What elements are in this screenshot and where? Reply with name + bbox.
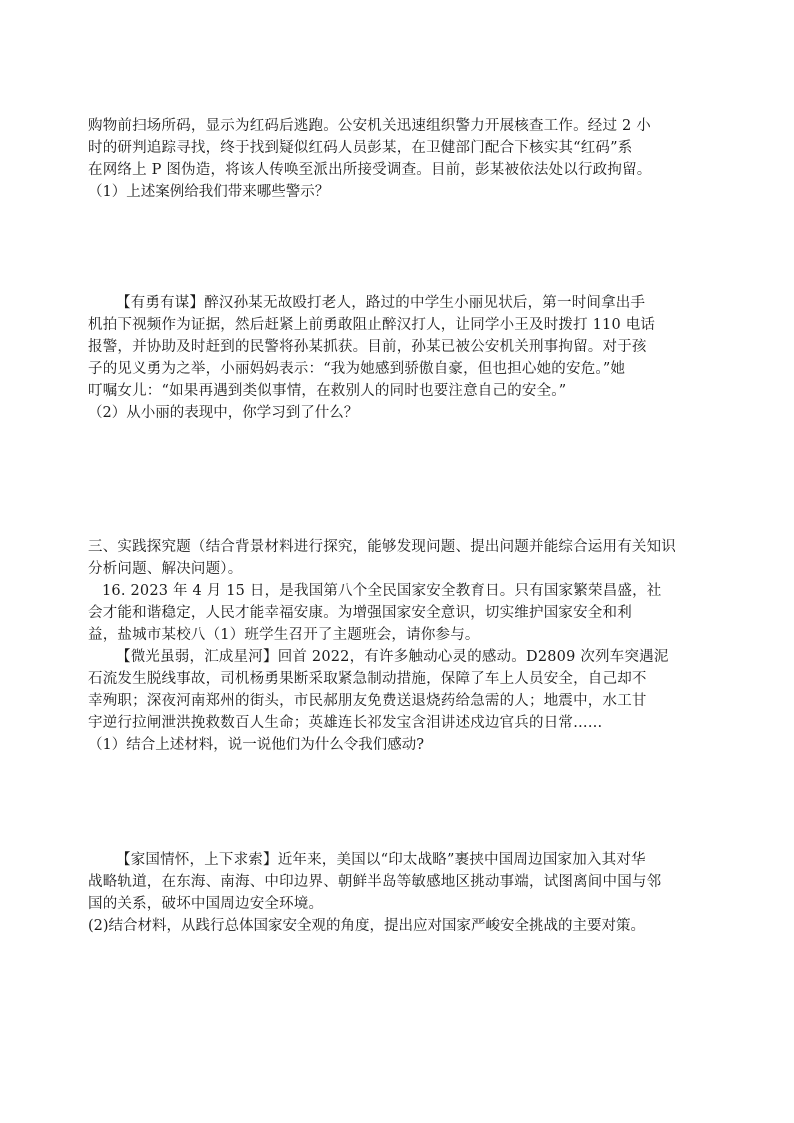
- paragraph-line: 【有勇有谋】醉汉孙某无故殴打老人，路过的中学生小丽见状后，第一时间拿出手: [116, 295, 646, 311]
- paragraph-line: 叮嘱女儿：“如果再遇到类似事情，在救别人的同时也要注意自己的安全。”: [88, 383, 567, 399]
- paragraph-line: 机拍下视频作为证据，然后赶紧上前勇敢阻止醉汉打人，让同学小王及时拨打 110 电话: [88, 317, 656, 333]
- case1-block: [88, 115, 708, 203]
- paragraph-line: 在网络上 P 图伪造，将该人传唤至派出所接受调查。目前，彭某被依法处以行政拘留。: [88, 162, 652, 178]
- paragraph-line: 报警，并协助及时赶到的民警将孙某抓获。目前，孙某已被公安机关刑事拘留。对于孩: [88, 339, 647, 355]
- paragraph-line: 【微光虽弱，汇成星河】回首 2022，有许多触动心灵的感动。D2809 次列车突遇泥: [116, 649, 669, 665]
- paragraph-line: 子的见义勇为之举，小丽妈妈表示：“我为她感到骄傲自豪，但也担心她的安危。”她: [88, 361, 626, 377]
- paragraph-line: 时的研判追踪寻找，终于找到疑似红码人员彭某，在卫健部门配合下核实其“红码”系: [88, 140, 633, 156]
- question-2: （2）从小丽的表现中，你学习到了什么？: [88, 405, 359, 421]
- paragraph-line: 幸殉职；深夜河南郑州的街头，市民郝朋友免费送退烧药给急需的人；地震中，水工甘: [88, 693, 647, 709]
- section-heading: 三、实践探究题（结合背景材料进行探究，能够发现问题、提出问题并能综合运用有关知识: [88, 539, 676, 555]
- paragraph-line: 宇逆行拉闸泄洪挽救数百人生命；英雄连长祁发宝含泪讲述戍边官兵的日常……: [88, 715, 603, 731]
- section-heading-cont: 分析问题、解决问题）。: [88, 561, 243, 577]
- paragraph-line: 16. 2023 年 4 月 15 日，是我国第八个全民国家安全教育日。只有国家繁荣昌盛，社: [102, 583, 662, 599]
- case2-block: [88, 292, 708, 424]
- paragraph-line: 益，盐城市某校八（1）班学生召开了主题班会，请你参与。: [88, 627, 480, 643]
- question-1: （1）上述案例给我们带来哪些警示？: [88, 184, 330, 200]
- section4-block: [88, 849, 708, 937]
- section3-block: [88, 536, 708, 756]
- question-3-1: （1）结合上述材料，说一说他们为什么令我们感动?: [88, 737, 424, 753]
- question-3-2: (2)结合材料，从践行总体国家安全观的角度，提出应对国家严峻安全挑战的主要对策。: [88, 918, 646, 934]
- paragraph-line: 【家国情怀，上下求索】近年来，美国以“印太战略”裹挟中国周边国家加入其对华: [116, 852, 646, 868]
- paragraph-line: 会才能和谐稳定，人民才能幸福安康。为增强国家安全意识，切实维护国家安全和利: [88, 605, 632, 621]
- paragraph-line: 购物前扫场所码，显示为红码后逃跑。公安机关迅速组织警力开展核查工作。经过 2 小: [88, 118, 651, 134]
- paragraph-line: 国的关系，破坏中国周边安全环境。: [88, 896, 324, 912]
- paragraph-line: 石流发生脱线事故，司机杨勇果断采取紧急制动措施，保障了车上人员安全，自己却不: [88, 671, 647, 687]
- paragraph-line: 战略轨道，在东海、南海、中印边界、朝鲜半岛等敏感地区挑动事端，试图离间中国与邻: [88, 874, 662, 890]
